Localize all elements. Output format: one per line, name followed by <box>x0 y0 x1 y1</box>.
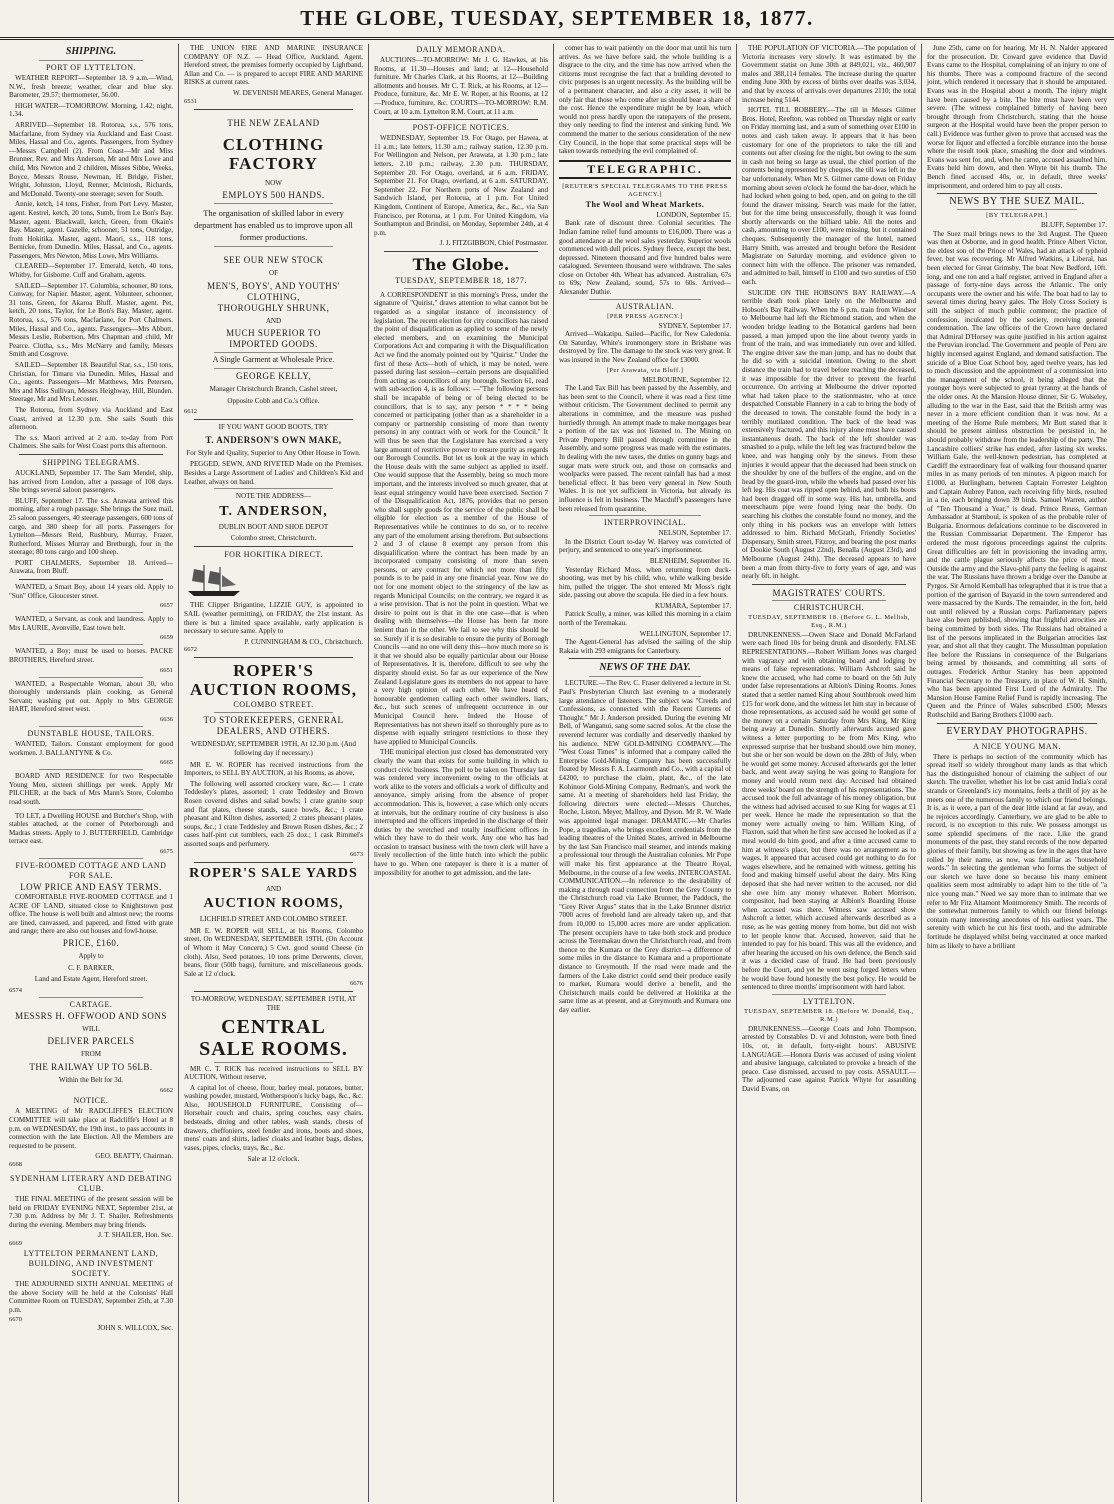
divider <box>39 997 143 998</box>
paragraph: HOTEL TILL ROBBERY.—The till in Messrs Gilmer Bros. Hotel, Reefton, was robbed on Thursday night or early on Friday morning last, and a sum of something over £100 in notes and cash taken away. It appears that it has been customary for one of the proprietors to take the till and contents out after closing for the night, but owing to the sum in cash not being so large as usual, the chief portion of the contents being represented by cheques, the till was left in the bar unfortunately. When Mr S. Gilmer came down on Friday morning about seven o'clock he found the bar-door, which he had locked when going to bed, open, and on going to the till found the drawer missing. Search was made for the latter, but for the time being unsuccessfully, though it was found shortly afterwards on the billiard table. All the notes and cash, amounting to over £100, were missing, but it contained cheques. Subsequently the manager of the hotel, named Harry Smith, was arrested and brought before the Resident Magistrate on Saturday morning, and evidence given to connect him with the offence. The prisoner was remanded, and admitted to bail, himself in £100 and two sureties of £50 each. <box>742 106 916 287</box>
divider <box>194 657 353 658</box>
paragraph: Bank rate of discount three. Colonial securities. The Indian famine relief fund amounts to £16,000. There was a good attendance at the wool sales yesterday. Superior wools commenced with dull prices. Sydney fleece, except the best, depressed. Nineteen thousand and five hundred bales were catalogued. Seventeen thousand were withdrawn. The sales close on October 4th. Wheat has advanced. Australian, 67s to 69s; New Zealand, sound, 57s to 60s. Arrived—Alexander Duthie. <box>559 219 731 297</box>
dateline: LONDON, September 15. <box>656 210 731 219</box>
divider <box>39 809 143 810</box>
divider <box>214 368 333 369</box>
ad-line: IMPORTED GOODS. <box>229 339 318 350</box>
divider <box>194 546 353 547</box>
ad-number: 6651 <box>160 666 173 674</box>
paragraph: SAILED—September 18. Beautiful Star, s.s., 150 tons, Christian, for Timaru via Dunedin. Miles, Hassal and Co., agents. Passengers—Mr Matthews, Mrs Petersen, Mrs and Miss Sullivan, Messrs Heighway, Hill, Blunden. Steerage, Mr and Mrs Lecoster. <box>9 361 173 404</box>
subheading: PORT OF LYTTELTON. <box>45 63 137 72</box>
dateline: KUMARA, September 17. <box>654 601 731 610</box>
ad-signature: J. T. SHAILER, Hon. Sec. <box>98 1231 173 1240</box>
divider <box>214 488 333 489</box>
dateline: MELBOURNE, September 12. <box>642 375 731 384</box>
ship-icon <box>184 561 244 599</box>
divider <box>194 419 353 420</box>
ad-number: 6668 <box>9 1161 22 1169</box>
paragraph: The Rotorua, from Sydney via Auckland and East Coast, arrived at 12.30 p.m. She sails South this afternoon. <box>9 405 173 432</box>
ad-line: SEE OUR NEW STOCK <box>223 255 324 266</box>
paragraph: BLUFF, September 17. The s.s. Arawata arrived this morning, after a rough passage. She brings the Suez mail, 25 saloon passengers, 40 steerage passengers, 600 tons of cargo, and 380 sheep for all ports. Passengers for Lyttelton—Messrs Reid, Rushbury, Murray, Frazer, Rutherford, Misses Murray and Bretburgh, four in the steerage; 80 tons cargo and 100 sheep. <box>9 496 173 557</box>
ad-line: The organisation of skilled labor in every department has enabled us to improve upon all former productions. <box>194 208 353 243</box>
column-advertisements <box>181 44 366 1502</box>
advertisement: TO LET, a Dwelling HOUSE and Butcher's Shop, with stables attached, at the corner of Peterborough and Madras streets. Apply to J. BUTTERFIELD, Cambridge terrace east. <box>9 811 173 846</box>
advertisement: WANTED, a Boy; must be used to horses. PACKE BROTHERS, Hereford street. <box>9 647 173 665</box>
paper-title: The Globe. <box>412 254 510 274</box>
ad-line: MUCH SUPERIOR TO <box>226 328 321 339</box>
ad-line: GEORGE KELLY, <box>236 370 311 381</box>
ad-line: LICHFIELD STREET AND COLOMBO STREET. <box>199 915 348 924</box>
ad-line: Manager Christchurch Branch, Cashel street, <box>209 384 338 393</box>
subheading: The Wool and Wheat Markets. <box>585 199 705 209</box>
subheading: AUSTRALIAN. <box>615 301 675 311</box>
ad-line: IF YOU WANT GOOD BOOTS, TRY <box>218 423 329 432</box>
subheading: INTERPROVINCIAL. <box>604 518 686 528</box>
advertisement: A capital lot of cheese, flour, barley meal, potatoes, butter, washing powder, mustard, Wotherspoon's lucky bags, &c., &c. Also, HOUSEHOLD FURNITURE, Consisting of— Horsehair couch and chairs, spring couches, easy chairs, bedsteads, dining and other tables, wash stands, chests of drawers, cheffoniers, steel fender and irons, boots and shoes, mens' coats and shirts, ladies' cloaks and leather bags, dishes, vases, pipes, clocks, trays, &c., &c. <box>184 1083 363 1152</box>
subheading: POST-OFFICE NOTICES. <box>412 123 510 133</box>
dateline: BLUFF, September 17. <box>1040 221 1107 230</box>
ad-line: Sale at 12 o'clock. <box>247 1155 300 1164</box>
divider <box>39 769 143 770</box>
divider <box>214 203 333 204</box>
section-heading: NEWS OF THE DAY. <box>599 662 691 674</box>
ad-line: THOROUGHLY SHRUNK, <box>217 302 330 313</box>
ad-title: CLOTHING FACTORY <box>222 134 325 173</box>
advertisement: THE UNION FIRE AND MARINE INSURANCE COMPANY OF N.Z. — Head Office, Auckland. Agent, Hereford street, the premises formerly occupied by Lightband, Allan and Co. — is prepared to accept FIRE AND MARINE RISKS at current rates. <box>184 44 363 87</box>
divider <box>937 193 1097 194</box>
subheading: A NICE YOUNG MAN. <box>973 741 1061 751</box>
section-heading: EVERYDAY PHOTOGRAPHS. <box>946 725 1088 737</box>
ad-title: AUCTION ROOMS, <box>203 896 344 912</box>
ad-heading: FOR HOKITIKA DIRECT. <box>224 549 323 559</box>
subheading: SHIPPING TELEGRAMS. <box>42 457 140 467</box>
ad-line: NOTE THE ADDRESS— <box>235 492 312 501</box>
section-heading: TELEGRAPHIC. <box>559 160 731 179</box>
divider <box>404 288 518 289</box>
ad-line: Colombo street, Christchurch. <box>230 534 317 543</box>
ad-line: WILL <box>82 1024 100 1033</box>
ad-number: 6636 <box>160 716 173 723</box>
ad-title: SALE ROOMS. <box>199 1037 348 1060</box>
dateline: BLENHEIM, September 16. <box>649 556 731 565</box>
ad-line: WEDNESDAY, SEPTEMBER 19TH, At 12.30 p.m. (And following day if necessary.) <box>191 740 356 758</box>
divider <box>384 119 538 120</box>
ad-line: AND <box>265 884 282 893</box>
ad-number: 6659 <box>160 634 173 642</box>
ad-heading: SYDENHAM LITERARY AND DEBATING CLUB. <box>9 1174 173 1194</box>
paragraph: CLEARED—September 17. Emerald, ketch, 40 tons, Whitby, for Gisborne. Cuff and Graham, agents. <box>9 262 173 280</box>
column-rule <box>178 44 179 1502</box>
ad-number: 6531 <box>184 97 197 105</box>
ad-number: 6612 <box>184 408 197 416</box>
ad-number: 6665 <box>160 759 173 767</box>
ad-signature: P. CUNNINGHAM & CO., Christchurch. <box>244 637 363 646</box>
paragraph: SAILED—September 17. Columbia, schooner, 80 tons, Conway, for Napier. Master, agent. Volunteer, schooner, 31 tons, Green, for Akaroa Bluff. Master, agent. Pet, ketch, 20 tons, Taylor, for Le Bon's Bay. Master, agent. Rotorua, s.s., 576 tons, Macfarlane, for Port Chalmers. Miles, Hassal and Co., agents. Passengers—Mrs Abbott, Messrs Leslie, Robertson, Mrs Chapman and child, Mr Pearce. Clutha, s.s., Mrs McNarry and family, Messrs Smith and Cosgrove. <box>9 281 173 359</box>
ad-number: 6669 <box>9 1240 22 1247</box>
ad-line: DELIVER PARCELS <box>47 1036 135 1047</box>
ad-signature: GEO. BEATTY, Chairman. <box>95 1152 173 1161</box>
column-rule <box>368 44 369 1502</box>
divider <box>39 677 143 678</box>
ad-heading: CARTAGE. <box>69 999 113 1009</box>
subheading: [REUTER'S SPECIAL TELEGRAMS TO THE PRESS AGENCY.] <box>562 182 728 198</box>
ad-line: COLOMBO STREET. <box>233 700 314 710</box>
ad-number: 6676 <box>350 980 363 988</box>
dateline: NELSON, September 17. <box>658 529 731 538</box>
ad-heading: NOTICE. <box>73 1096 109 1106</box>
paragraph: HIGH WATER—TOMORROW. Morning, 1.42; night, 1.34. <box>9 101 173 119</box>
editorial-paragraph: comer has to wait patiently on the door mat until his turn arrives. As we have before said, the whole building is a disgrace to the city, and the time has now arrived when the citizens must recognise the fact that a building devoted to civic purposes is an urgent necessity. As the building will be of a permanent character, and also a city asset, it will be only fair that those who come after us should bear a share of the cost. Hence the expenditure might be by loan, which would not press hardly upon the ratepayers of the present, they only needing to find the interest and sinking fund. We commend the matter to the serious consideration of the new City Council, in the hope that some practical steps will be taken towards remedying the evil complained of. <box>559 44 731 156</box>
divider <box>39 60 143 61</box>
advertisement: The following well assorted crockery ware, &c.— 1 crate Teddesley's plates, assorted; 1 crate Teddesley and Brown Rosen covered dishes and salad bowls; 1 crate granite soup and flat plates, cheese stands, sauce bowls, &c.; 1 crate pheasant and Kilton dishes, assorted; 2 crates pheasant plates, soups, &c.; 1 crate Teddesley and Brown Rosen dishes, &c.; 2 cases half-pint cut tumblers, each 25 doz.; 1 cask Rimmel's assorted soaps and perfumery. <box>184 779 363 848</box>
ad-line: THE NEW ZEALAND <box>227 117 320 128</box>
advertisement: WANTED, a Respectable Woman, about 30, who thoroughly understands plain cooking, as General Servant; washing put out. Apply to Mrs GEORGE HART, Hereford street west. <box>9 679 173 714</box>
ad-number: 6673 <box>350 850 363 858</box>
ad-number: 6657 <box>160 602 173 610</box>
paragraph: Arrived—Wakatipu. Sailed—Pacific, for New Caledonia. On Saturday, White's ironmongery store in Brisbane was destroyed by fire. The damage to the stock was very great. It was insured in the New Zealand office for £3000. <box>559 330 731 365</box>
section-heading: NEWS BY THE SUEZ MAIL. <box>949 196 1085 208</box>
editorial-paragraph: THE municipal election just closed has demonstrated very clearly the want that exists for some building in which to conduct civic business. The poll to be taken on Thursday last was rendered very inconvenient owing to the officials at work alike to the voters and officials a work of difficulty and annoyance, simply arising from the absence of proper accommodation. This is, however, a case which only occurs at intervals, but the ordinary routine of city business is also interrupted and the officers impeded in the discharge of their duties by the wretched and totally insufficient offices in which they have to do their work. Any one who has had occasion to transact business with the town clerk will have a lively recollection of the little hutch into which the public have to go. When one ratepayer is there it is a matter of impossibility for another to get admission, and the late- <box>374 748 548 877</box>
paragraph: SUICIDE ON THE HOBSON'S BAY RAILWAY.—A terrible death took place lately on the Melbourne and Hobson's Bay Railway. When the 6 p.m. train from Windsor to Melbourne had left the Richmond station, and when the wooden bridge leading to the Botanical gardens had been passed, a man jumped upon the line about twenty yards in front of the train, and was immediately run over and killed. The engine driver saw the man jump, and has no doubt that he did so with a suicidal intention. Owing to the short distance the train had to travel before reaching the deceased, it was impossible for the driver to prevent the fearful occurrence. On arriving at Melbourne the driver reported what had taken place to the stationmaster, who at once despatched Constable Flannery in a cab to bring the body of the deceased to town. The constable found the body in a terribly mutilated condition. The back of the head was extensively fractured, and this injury alone must have caused instantaneous death. The back of the left shoulder was smashed to a pulp, while the left leg was fractured below the knee, and was hanging only by the sinews. From these injuries it would appear that the deceased had been struck on the shoulder by one of the buffers of the engine, and on the head by the guard-iron, while the wheels had passed over his left leg. His coat was ripped open behind, and both his boots had been dragged off in some way. His hat, umbrella, and meerschaum pipe were found lying near the body. On searching his clothes the constable found no money, and the only thing in his pockets was an envelope with letters addressed to him. Richard McGrath, Friendly Societies' Dispensary, Smith street, Fitzroy, and bearing the post marks of Dookie South (August 22nd), Benalla (August 23rd), and Melbourne (August 24th). The deceased appears to have been a man from thirty-five to forty years of age, and was nearly 6ft. in height. <box>742 288 916 581</box>
divider <box>39 644 143 645</box>
paragraph: WEDNESDAY, September 19. For Otago, per Hawea, at 11 a.m.; late letters, 11.30 a.m.; railway station, 12.30 p.m. For Wellington and Nelson, per Arawata, at 1.30 p.m.; late letters, 2.10 p.m.; railway, 2.30 p.m. THURSDAY, September 20. For Otago, overland, at 6 a.m. FRIDAY, September 21. For Otago, overland, at 6 a.m. SATURDAY, September 22. For Northern ports of New Zealand and Sandwich Island, per Rotorua, at 1 p.m. For United Kingdom, Continent of Europe, America, &c., &c., via San Francisco, per Rotorua, at 1 p.m. For United Kingdom, via Southampton and Brindisi, on Monday, September 24th, at 4 p.m. <box>374 134 548 237</box>
divider <box>19 454 163 455</box>
subheading: [BY TELEGRAPH.] <box>986 212 1048 220</box>
paragraph: DRUNKENNESS.—George Coats and John Thompson, arrested by Constables D. vi and Johnston, were both fined 10s, or, in default, forty-eight hours'. ABUSIVE LANGUAGE.—Honora Davis was accused of using violent and abusive language, calculated to provoke a breach of the peace. Case dismissed, accused to pay costs. ASSAULT.—The adjourned case against Patrick Whyte for assaulting David Evans, on <box>742 1024 916 1093</box>
divider <box>589 515 701 516</box>
ad-line: DUBLIN BOOT AND SHOE DEPOT <box>218 522 329 531</box>
advertisement: MR E. W. ROPER will SELL, at his Rooms, Colombo street, On WEDNESDAY, SEPTEMBER 19TH, (On Account of Whom it May Concern,) 5 Cwt. good sound Cheese (in cloth). Also, Seed potatoes, 10 tons prime Derwents, clover, beans, flour (50lb bags), furniture, and miscellaneous goods. Sale at 12 o'clock. <box>184 926 363 978</box>
ad-line: EMPLOYS 500 HANDS. <box>222 190 325 201</box>
divider <box>194 991 353 992</box>
column-editorial <box>371 44 551 1502</box>
ad-line: OF <box>268 269 279 278</box>
paragraph: THE POPULATION OF VICTORIA.—The population of Victoria increases very slowly. It was estimated by the Government statist on June 30th at 849,021, viz., 460,907 males and 388,114 females. The increase during the quarter ending June 30th by excess of births over deaths was 3,034, and that by excess of arrivals over departures 2110; the total increase being 5144. <box>742 44 916 104</box>
editorial-paragraph: A CORRESPONDENT in this morning's Press, under the signature of "Quirist," draws attention to what cannot but be regarded as a singular instance of inconsistency of legislation. The recent election for city councillors has raised the point of disqualification as applied to some of the newly elected members, and on examining the Municipal Corporations Act and comparing it with the Disqualification Act we find the anomaly pointed out by "Quirist." Under the first of these Acts—both of which, it may be noted, were passed during last session—certain persons are disqualified from acting as councillors of any borough. Section 61, read with sub-section 4, is as follows: —"The following persons shall be incapable of being or of being elected to be councillors, that is to say, any person * * * * being concerned or participating (other than as a shareholder in a company or partnership consisting of more than twenty persons) in any contract with or work for the Council." It will thus be seen that the Legislature has exercised a very large amount of restrictive power to ensure purity as regards our Borough Councils. But let us look at the way in which the House deals with the same subject as applied to itself. One would suppose that the Assembly, being so much more important, and the interests involved so much greater, that at least equal stringency would have been exercised. Section 7 of the Disqualification Act, 1876, provides that no person who shall supply goods for the service of the public shall be eligible for election as a member of the House of Representatives while he continues to do so, or to receive any part of the emolument arising therefrom. But subsections 2 and 3 of clause 8 exempt any person from this disqualification where the contract has been made by an incorporated company consisting of more than seven persons, or any contract for which not more than fifty pounds is to be paid in any one financial year. Now we do not for one moment object to the stringency of the law as regards Municipal Councils; on the contrary, we regard it as a wise provision. That is not the point in question. What we desire to point out is that in the one case—that is when dealing with themselves—the House has been far more lenient than in the other. We fail to see why this should be so. Surely if it is so desirable to ensure the purity of Borough Councils —and no one will deny this—how much more so is it that we should also be equally particular about our House of Representatives. It is, therefore, difficult to see why the disparity should exist. So far as our experience of the New Zealand Legislature goes its members do not appear to have a very high opinion of each other. We have heard of honourable gentlemen calling each other swindlers, liars, &c., but such scenes of unfrequent occurrence in our Municipal Council here. Indeed the House of Representatives has not shewn itself so thoroughly pure as to dispense with equally stringent restrictions to those they have applied to Municipal Councils. <box>374 290 548 746</box>
ad-number: 6670 <box>9 1316 22 1324</box>
divider <box>19 579 163 580</box>
dateline: SYDNEY, September 17. <box>658 321 731 330</box>
divider <box>772 994 886 995</box>
paragraph: In the District Court to-day W. Harvey was convicted of perjury, and sentenced to one year's imprisonment. <box>559 537 731 555</box>
ad-line: A Single Garment at Wholesale Price. <box>212 355 335 365</box>
ad-line: TO-MORROW, WEDNESDAY, SEPTEMBER 19TH, AT THE <box>190 995 357 1012</box>
divider <box>589 676 701 677</box>
divider <box>937 723 1097 724</box>
divider <box>589 299 701 300</box>
subheading: DAILY MEMORANDA. <box>416 45 506 54</box>
column-rule <box>921 44 922 1502</box>
divider <box>39 858 143 859</box>
divider <box>957 739 1077 740</box>
ad-line: C. F. BARKER, <box>68 963 114 972</box>
section-heading: SHIPPING. <box>65 46 117 57</box>
divider <box>194 109 353 110</box>
advertisement: WANTED, a Smart Boy, about 14 years old. Apply to "Sun" Office, Gloucester street. <box>9 583 173 600</box>
advertisement: MR E. W. ROPER has received instructions from the Importers, to SELL BY AUCTION, at his Rooms, as above, <box>184 760 363 778</box>
ad-subheading: LOW PRICE AND EASY TERMS. <box>20 881 162 892</box>
ad-title: ROPER'S SALE YARDS <box>189 865 358 881</box>
paragraph: AUCTIONS—TO-MORROW: Mr J. G. Hawkes, at his Rooms, at 11.30—Houses and land; at 12—Household furniture. Mr Charles Clark, at his Rooms, at 12—Building allotments and houses. Mr C. T. Rick, at his Rooms, at 12—Produce, furniture, &c. Mr E. W. Roper, at his Rooms, at 12—Produce, furniture, &c. COURTS—TO-MORROW: R.M. Court, at 10 a.m. Lyttelton R.M. Court, at 11 a.m. <box>374 56 548 116</box>
paragraph: Annie, ketch, 14 tons, Fisher, from Port Levy. Master, agent. Kestrel, ketch, 20 tons, Sumb, from Le Bon's Bay. Master, agent. Blackwall, ketch, Green, from Okain's Bay. Master, agent. Gazelle, schooner, 51 tons, Outridge, from Hokitika. Master, agent. Maori, s.s., 118 tons, Bernicke, from Dunedin. Miles, Hassal, and Co., agents. Passengers, Mrs Newton, Miss Lowe, Mrs Williams. <box>9 200 173 260</box>
divider <box>569 658 721 659</box>
paragraph: AUCKLAND, September 17. The Sam Mendel, ship, has arrived from London, after a passage of 108 days. She brings several saloon passengers. <box>9 468 173 495</box>
ad-number: 6672 <box>184 646 197 654</box>
divider <box>957 209 1077 210</box>
ad-price: PRICE, £160. <box>62 937 120 948</box>
paragraph: June 25th, came on for hearing. Mr H. N. Nalder appeared for the prosecution. Dr. Coward gave evidence that David Evans came to the Hospital, complaining of an injury to one of his thumbs. There was a compound fracture of the second joint, which rendered it necessary that it should be amputated. Evans was in the Hospital about a month. The injury might have been caused by a bite. The bite must have been very severe. (The witness complained bitterly of having been brought through from Christchurch, stating that the house surgeon at the Hospital would have been the proper person to call.) Evidence was further given to prove that accused was the worse for liquor and effected a forcible entrance into the house where the result took place, smashing the door and windows. Evans was sent for, and, when he came, accused assaulted him. Evans held him down, and then Whyte bit his thumb. The Bench fined accused 40s, or, in default, three weeks' imprisonment, and ordered him to pay all costs. <box>927 44 1107 190</box>
divider <box>214 1062 333 1063</box>
ad-line: CLOTHING, <box>247 291 300 302</box>
column-suez-mail <box>924 44 1110 1502</box>
divider <box>214 712 333 713</box>
subheading: CHRISTCHURCH. <box>793 602 865 612</box>
divider <box>214 352 333 353</box>
ad-title: CENTRAL <box>221 1015 326 1038</box>
ad-number: 6574 <box>9 986 22 994</box>
ad-line: For Style and Quality, Superior to Any Other House in Town. <box>186 448 361 457</box>
divider <box>384 251 538 252</box>
dateline: WELLINGTON, September 17. <box>639 629 731 638</box>
paragraph: WEATHER REPORT—September 18. 9 a.m.—Wind, N.W., fresh breeze; weather, clear and blue sky. Barometer, 29.57; thermometer, 56.00. <box>9 74 173 100</box>
advertisement: THE FINAL MEETING of the present session will be held on FRIDAY EVENING NEXT, September 21st, at 7.30 p.m. Address by Mr J. T. Shailer. Refreshments during the evening. Members may bring friends. <box>9 1195 173 1229</box>
divider <box>772 600 886 601</box>
ad-title: AUCTION ROOMS, <box>189 680 357 700</box>
section-heading: MAGISTRATES' COURTS. <box>772 587 886 598</box>
signature: J. J. FITZGIBBON, Chief Postmaster. <box>439 239 548 248</box>
ad-line: FROM <box>80 1050 102 1059</box>
paragraph: Yesterday Richard Moss, when returning from duck-shooting, was met by his child, who, while walking beside him, pulled the trigger. The shot entered Mr Moss's right side, passing out above the scapula. He died in a few hours. <box>559 565 731 600</box>
paragraph: PORT CHALMERS, September 18. Arrived—Arawata, from Bluff. <box>9 558 173 576</box>
paragraph: There is perhaps no section of the community which has spread itself so widely throughout many lands as that which has the distinguished honour of claiming the subject of our sketch. The traveller, whether his lot be cast amid India's coral strands or Greenland's icy mountains, feels a thrill of joy as he meets one of the numerous family to which our friend belongs. It is, as it were, a part of the dear little island at far away, and he rejoices accordingly. Canterbury, we are glad to be able to record, is no exception to this rule. We possess amongst us some splendid specimens of the race. Like the grand monuments of the past, they stand records of the now departed glories of their family, but showing as few in the ages that have rolled by their name, as now, was familiar as "household words." In selecting the gentleman who forms the subject of our sketch we have done so because his many eminent qualities seem most admirably to adapt him to the title of "a nice young man." Need we say more than to intimate that we refer to Mr Fitz Altamont Montmorency Smith. The records of the somewhat numerous family to which our friend belongs contain many interesting anecdotes of his earliest years. The serenity with which he cut his first tooth, and the admirable fortitude he displayed whilst being vaccinated at once marked him as likely to have a brilliant <box>927 752 1107 950</box>
paragraph: DRUNKENNESS.—Owen Stace and Donald McFarland were each fined 10s for being drunk and disorderly. FALSE REPRESENTATIONS.—Robert William Jones was charged with vagrancy and with obtaining board and lodging by means of false representations. William Ashcroft said he knew the accused, who had come to board on the 5th July under false representations at Albion's Dining Rooms. Jones stated that a settler named King about Southbrook owed him £15 for work done, and the witness let him stay in because of those representations, as accused said he would get some of the money on a certain Saturday from Mrs King, Mr King being away at Dunedin. Shortly afterwards accused gave witness a letter purporting to be from Mrs King, who expressed surprise that her husband should owe him money, but she or her son would be down on the 28th of July, when he would get some money. Accused afterwards got the letter back, and went away saying he was going to Rangiora for money and would return next day. Accused had obtained three weeks' board on the strength of his representations. The accused took the full advantage of his money obligation, but the witness had advised accused to sue King for wages at £1 per week. Hence he made the representation so that the money were actually owing to him. William King, of Flaxton, said that when he first saw accused he looked as if a meal would do him good, and after a time accused came to him at witness's place, but there was no arrangement as to wages. It appeared that accused could get nothing to do for wages elsewhere, and he remained with witness, getting his food and making himself useful about the dairy. Mrs King deposed that she had never written to the accused, nor did she owe him any money whatever. Robert Morrison, compositor, had been staying at Albion's Boarding House when accused was there. Witness saw accused show Ashcroft a letter, which accused afterwards described as a ruse, as he was getting money from home, but did not wish to let people know that. Accused, however, said that he intended to pay for his board. This was all the evidence, and after hearing the accused on his own defence, the Bench said it was a decided case of fraud. He had been previously before the Court, and yet he went using forged letters when he would have found honestly the best policy. He would be sentenced to three months' imprisonment with hard labor. <box>742 630 916 992</box>
advertisement: THE Clipper Brigantine, LIZZIE GUY, is appointed to SAIL (weather permitting), on FRIDAY, the 21st instant. As there is but a limited space available, early application is necessary to secure same. Apply to <box>184 601 363 636</box>
date-line: TUESDAY, SEPTEMBER 18, 1877. <box>395 275 527 285</box>
paragraph: The s.s. Maori arrived at 2 a.m. to-day from Port Chalmers. She sails for West Coast ports this afternoon. <box>9 433 173 451</box>
ad-number: 6675 <box>160 847 173 855</box>
ad-heading: DUNSTABLE HOUSE, TAILORS. <box>27 729 155 738</box>
advertisement: A MEETING of Mr RADCLIFFE'S ELECTION COMMITTEE will take place at Radcliffe's Hotel at 8 p.m. on WEDNESDAY, the 19th inst., to pass accounts in connection with the late Election. All the Members are requested to be present. <box>9 1107 173 1150</box>
ad-number: 6662 <box>160 1087 173 1095</box>
ad-heading: FIVE-ROOMED COTTAGE AND LAND FOR SALE. <box>15 860 167 880</box>
ad-line: Apply to <box>78 951 104 960</box>
divider <box>39 1171 143 1172</box>
advertisement: THE ADJOURNED SIXTH ANNUAL MEETING of the above Society will be held at the Colonists' Hall Committee Room on TUESDAY, September 25th, at 7.30 p.m. <box>9 1280 173 1314</box>
column-rule <box>553 44 554 1502</box>
ad-line: NOW <box>265 178 282 187</box>
ad-line: AND <box>265 316 282 325</box>
column-news <box>739 44 919 1502</box>
column-shipping <box>6 44 176 1502</box>
ad-line: Opposite Cobb and Co.'s Office. <box>227 396 320 405</box>
subheading: [PER PRESS AGENCY.] <box>607 312 683 320</box>
ad-line: T. ANDERSON'S OWN MAKE, <box>205 434 342 445</box>
paragraph: Patrick Scully, a miner, was killed this morning in a claim north of the Teremakau. <box>559 610 731 628</box>
ad-title: ROPER'S <box>233 661 314 681</box>
subheading: LYTTELTON. <box>803 996 855 1006</box>
paragraph: The Agent-General has advised the sailing of the ship Rakaia with 293 emigrants for Canterbury. <box>559 638 731 655</box>
divider <box>214 246 333 247</box>
ad-line: Within the Belt for 3d. <box>58 1075 124 1084</box>
ad-title: T. ANDERSON, <box>219 503 328 519</box>
advertisement: MR C. T. RICK has received instructions to SELL BY AUCTION, Without reserve, <box>184 1064 363 1082</box>
dateline: TUESDAY, SEPTEMBER 18. (Before G. L. Mellish, Esq., R.M.) <box>748 613 910 629</box>
masthead <box>0 6 1114 40</box>
ad-line: MEN'S, BOYS', AND YOUTHS' <box>207 280 340 291</box>
advertisement: COMFORTABLE FIVE-ROOMED COTTAGE and 1 ACRE OF LAND, situated close to Knightstown post office. The house is well built and almost new; the rooms are lined, canvassed, and papered, and fitted with grate and range; there are also out houses and fowl-house. <box>9 892 173 936</box>
paragraph: LECTURE.—The Rev. C. Fraser delivered a lecture in St. Paul's Presbyterian Church last evening to a moderately large attendance of listeners. The subject was "Creeds and Confessions, as connected with the Recent Currents of Thought." Mr J. Anderson presided. During the evening Mr Bell, of Wanganui, sang some sacred solos. At the close the reverend lecturer was cordially and deservedly thanked by his audience. NEW GOLD-MINING COMPANY.—The "West Coast Times" is informed that a company called the Enterprise Gold-Mining Company has been successfully floated by Messrs F. A. Learmonth and Co., with a capital of £4200, to purchase the claim, plant, &c., of the late Kohinoor Gold-Mining Company, Redman's, and work the same. At a meeting of shareholders held last Friday, the following directors were elected:—Messrs Churches, Roche, Liston, Meyer, Mallroy, and Dyson. Mr R. W. Wade was appointed legal manager. DRAMATIC.—Mr Charles Pope, a tragedian, who brings excellent credentials from the leading theatres of the United States, arrived in Melbourne by the last San Francisco mail steamer, and intends making a professional tour through the Australian colonies. Mr Pope will make his first appearance at the Theatre Royal, Melbourne, in the course of a few weeks. INTERCOASTAL COMMUNICATION.—In reference to the desirability of making a through road connection from the Grey County to the Christchurch road via Lake Brunner, the Paddock, the "Grey River Argus" states that in the Lake Brunner district 7000 acres of freehold land are already taken up, and that from 10,000 to 15,000 acres more are under application. The present occupiers have to take both stock and produce across the Teremakau down the Christchurch road, and from thence to the Kumara or the Grey district—a difference of some miles in the distance to Kumara and a proportionate distance to Greymouth. If the road were made and the farmers of the Lake district could send their produce easily to market, Kumara would derive a benefit, and the Christchurch mails could be delivered at Hokitika at the same time as at present, and at Greymouth and Kumara one day earlier. <box>559 679 732 1014</box>
dateline: TUESDAY, SEPTEMBER 18. (Before W. Donald, Esq., R.M.) <box>743 1007 915 1023</box>
advertisement: BOARD AND RESIDENCE for two Respectable Young Men, sixteen shillings per week. Apply Mr PILCHER, at the back of Mrs Mann's Store, Colombo road south. <box>9 772 173 806</box>
ad-line: THE RAILWAY UP TO 56LB. <box>29 1061 153 1072</box>
ad-line: Land and Estate Agent, Hereford street. <box>34 975 148 984</box>
advertisement: WANTED, a Servant, as cook and laundress. Apply to Mrs LAURIE, Avonville, East town belt. <box>9 615 173 632</box>
ad-heading: LYTTELTON PERMANENT LAND, BUILDING, AND INVESTMENT SOCIETY. <box>23 1249 159 1278</box>
divider <box>752 584 906 585</box>
column-telegraphic <box>556 44 734 1502</box>
masthead-title: THE GLOBE, TUESDAY, SEPTEMBER 18, 1877. <box>300 6 814 30</box>
column-rule <box>736 44 737 1502</box>
paragraph: ARRIVED—September 18. Rotorua, s.s., 576 tons, Macfarlane, from Sydney via Auckland and East Coast. Miles, Hassal and Co., agents. Passengers, from Sydney—Messrs Campbell (2). From Coast—Mr and Miss Brunner, Rev. and Mrs Anderson, Mr and Mrs Lowe and child, Mrs Newton and 2 children, Misses Sibbe, Weeks, Boyce, Messrs Rouse, Newman, H. Bridge, Fisher, Wright, Johnston, Lloyd, Renner, Mcintosh, Richards, and McDonald. Twenty-one steerage; seven for South. <box>9 120 173 198</box>
paragraph: The Land Tax Bill has been passed by the Assembly, and has been sent to the Council, where it was read a first time without criticism. The Government declined to permit any alterations in committee, and the measure was pushed hurriedly through. An attempt made to make mortgages bear a portion of the tax was not listened to. The Mining on Private Property Bill passed through committee in the Assembly, and some progress was made with the estimates. In dealing with the new taxes, the duties on gunny bags and sugar mats were struck out, and those on cornsacks and woolpacks were passed. The recent rainfall has had a most beneficial effect. It has been very general in New South Wales. It is not yet sufficient in Victoria, but already its influence is felt in business. The Macduff's passengers have been released from quarantine. <box>559 384 731 513</box>
ad-signature: JOHN S. WILLCOX, Sec. <box>97 1324 173 1333</box>
ad-line: TO STOREKEEPERS, GENERAL DEALERS, AND OTHERS. <box>203 715 344 737</box>
divider <box>39 726 143 727</box>
paragraph: The Suez mail brings news to the 3rd August. The Queen was then at Osborne, and in good health. Prince Albert Victor, the eldest son of the Prince of Wales, had an attack of typhoid fever, but was recovering. Mr Alfred Watkins, a Liberal, has been elected for Great Grimsby. The boat New Bedford, 10ft. long, and one ton and a half register, arrived in England after a passage of forty-nine days across the Atlantic. The only occupants were the owner and his wife. The boat had to lay to several times during heavy gales. The Holy Cross Society is still the subject of much public comment; the practice of confession, inculcated by the society, receiving general condemnation. The law officers of the Crown have declared that Admiral D'Horsey was quite justified in his action against the Peruvian ironclad. The Government and people of Peru are highly incensed against England, and demand satisfaction. The suicide of a Blue Coat School boy, aged twelve years, has led to much discussion and the appointment of a commission into the management of the school, it being alleged that the younger boys were subjected to great tyranny at the hands of the older ones. At the Mansion House dinner, Sir G. Wolseley, alluding to the war in the East, said that the British army was never in a more efficient condition than it was now. At a meeting of the Home Rule members, Mr Butt stated that it should be present aimless obstruction be persisted in, he should probably withdraw from the leadership of the party. The Lancashire colliers' strike has ended, after lasting six weeks. William Gale, the well-known pedestrian, has completed at Cardiff the extraordinary feat of walking four thousand quarter miles in as many periods of ten minutes. A pigeon match for £1000, at Hurlingham, between Captain Forrester Leighton and Captain Aubrey Patton, each receiving fifty birds, resulted in a tie, each bringing down 39 birds. Samuel Warren, author of "Ten Thousand a Year," is dead. Prince Reuss, German Ambassador at Stamboul, is spoken of as the probable ruler of Bulgaria. Enormous defalcations continue to be discovered in the Russian Commissariat Department. The Emperor has ordered the most rigorous proceedings against the culprits. Great difficulties are felt in provisioning the invading army, and the cattle plague seriously affects the price of meat. Outside the army and the Slavo-phil party the feeling is against the war. The Russians have thrown a bridge over the Danube at Pyrgos. Sir Arnold Kemball has telegraphed that it is true that a portion of the garrison of Bayazid in the town surrendered and were massacred by the Kurds. The remainder, in the fort, held out until relieved by a Russian corps. Parliamentary papers have also been published, showing that frightful atrocities are being committed by both sides. The Russians had obtained a list of the persons implicated in the Bulgarian atrocities last year, and shot all that they caught. The Mussulman population flee before the Russians in consequence of the Bulgarians being armed by thousands, and committing all sorts of outrages. Frederick Arthur Stanley has been appointed Financial Secretary to the Treasury, in place of W. H. Smith, who has been appointed First Lord of the Admiralty. The Mansion House Famine Relief Fund is rapidly increasing. The Queen and the Prince of Wales subscribed £500; Messrs Rothschild and Baring Brothers £1000 each. <box>927 229 1107 719</box>
advertisement: PEGGED, SEWN, AND RIVETED Made on the Premises. Besides a Large Assortment of Ladies' and Children's Kid and Leather, always on hand. <box>184 460 363 486</box>
ad-signature: W. DEVENISH MEARES, General Manager. <box>233 88 363 97</box>
divider <box>39 612 143 613</box>
advertisement: WANTED, Tailors. Constant employment for good workmen. J. BALLANTYNE & Co. <box>9 740 173 757</box>
subheading: [Per Arawata, via Bluff.] <box>606 366 684 374</box>
ad-line: MESSRS H. OFFWOOD AND SONS <box>15 1010 167 1021</box>
divider <box>194 862 353 863</box>
